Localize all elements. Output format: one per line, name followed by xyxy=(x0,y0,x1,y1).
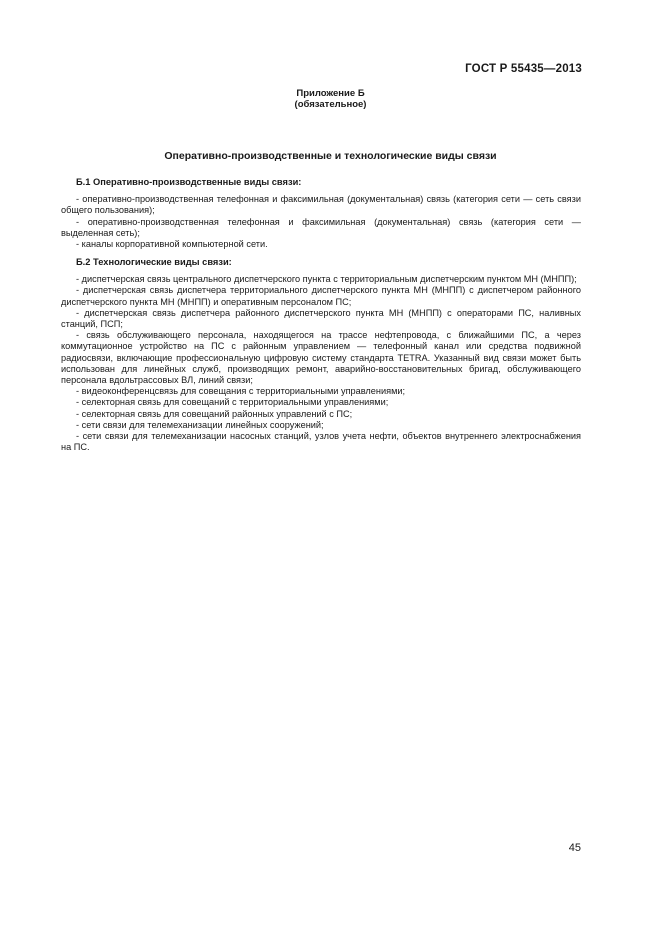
page-number: 45 xyxy=(568,842,581,854)
appendix-status: (обязательное) xyxy=(294,99,367,110)
list-item: - каналы корпоративной компьютерной сети. xyxy=(76,239,268,250)
appendix-title: Приложение Б xyxy=(296,88,365,99)
section-b1 xyxy=(61,177,581,250)
list-item: - видеоконференцсвязь для совещания с территориальными управлениями; xyxy=(76,386,406,397)
list-item: - сети связи для телемеханизации линейных сооружений; xyxy=(76,419,324,430)
list-item: - диспетчерская связь центрального диспетчерского пункта с территориальным диспетчерским пунктом МН (МНПП); xyxy=(76,274,577,285)
list-item: - диспетчерская связь диспетчера районного диспетчерского пункта МН (МНПП) с операторами ПС, наливных станций, ПСП; xyxy=(61,307,581,330)
section-heading: Б.1 Оперативно-производственные виды связи: xyxy=(76,177,302,187)
section-b2 xyxy=(61,257,581,453)
appendix-heading xyxy=(0,88,661,110)
list-item: - селекторная связь для совещаний районных управлений с ПС; xyxy=(76,408,353,419)
main-title: Оперативно-производственные и технологические виды связи xyxy=(164,150,497,162)
list-item: - селекторная связь для совещаний с территориальными управлениями; xyxy=(76,397,389,408)
document-code: ГОСТ Р 55435—2013 xyxy=(465,63,582,75)
list-item: - связь обслуживающего персонала, находящегося на трассе нефтепровода, с ближайшими ПС, а через коммутационное устройство на ПС с районным управлением — телефонный канал или средства подвижной радиосвязи, включающие профессиональную цифровую систему стандарта TETRA. Указанный вид связи может быть использован для линейных служб, производящих ремонт, аварийно-восстановительных бригад, обслуживающего персонала вдольтрассовых ВЛ, линий связи; xyxy=(61,330,581,386)
section-heading: Б.2 Технологические виды связи: xyxy=(76,257,232,267)
list-item: - оперативно-производственная телефонная и факсимильная (документальная) связь (категория сети — сеть связи общего пользования); xyxy=(61,194,581,216)
list-item: - сети связи для телемеханизации насосных станций, узлов учета нефти, объектов внутреннего электроснабжения на ПС. xyxy=(61,431,581,453)
list-item: - оперативно-производственная телефонная и факсимильная (документальная) связь (категория сети — выделенная сеть); xyxy=(61,216,581,238)
list-item: - диспетчерская связь диспетчера территориального диспетчерского пункта МН (МНПП) с диспетчером районного диспетчерского пункта МН (МНПП) и оперативным персоналом ПС; xyxy=(61,285,581,307)
